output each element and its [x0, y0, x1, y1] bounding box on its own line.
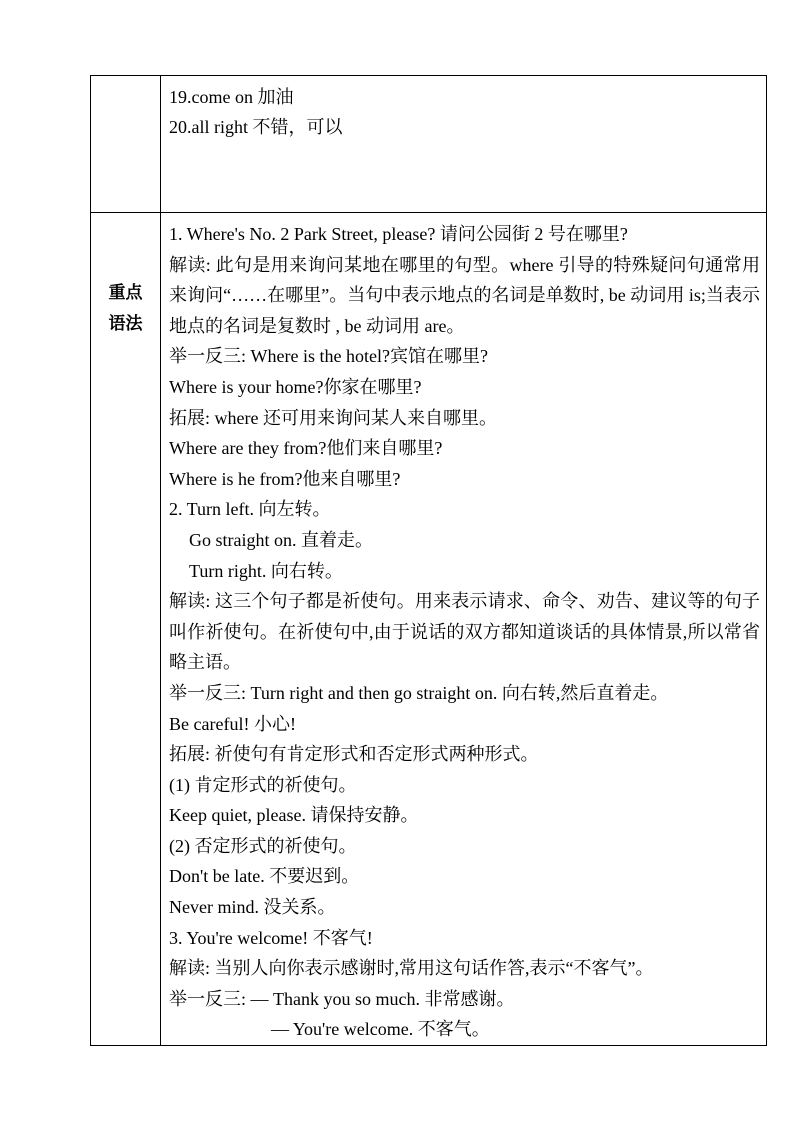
vocab-item: 19.come on 加油 [169, 87, 294, 107]
example-line: Where is your home?你家在哪里? [169, 376, 422, 397]
subpoint-line: (2) 否定形式的祈使句。 [169, 835, 357, 856]
example-line: — You're welcome. 不客气。 [271, 1019, 490, 1040]
subpoint-line: (1) 肯定形式的祈使句。 [169, 774, 357, 795]
point-title: 3. You're welcome! 不客气! [169, 927, 373, 948]
section-label-line: 重点 [108, 283, 143, 303]
vocab-row [91, 76, 767, 213]
explanation: 解读: 这三个句子都是祈使句。用来表示请求、命令、劝告、建议等的句子叫作祈使句。在祈使句中,由于说话的双方都知道谈话的具体情景,所以常省略主语。 [169, 591, 760, 673]
example-line: Where is he from?他来自哪里? [169, 468, 401, 489]
example-line: Keep quiet, please. 请保持安静。 [169, 805, 419, 826]
example-line: 举一反三: Where is the hotel?宾馆在哪里? [169, 346, 488, 367]
section-label [91, 278, 160, 340]
extension-line: 拓展: where 还可用来询问某人来自哪里。 [169, 407, 497, 428]
grammar-label-cell [91, 213, 161, 1046]
example-line: Never mind. 没关系。 [169, 897, 336, 918]
example-line: Be careful! 小心! [169, 713, 296, 734]
point-title: 2. Turn left. 向左转。 [169, 499, 331, 520]
lesson-table [90, 75, 767, 1046]
explanation: 解读: 当别人向你表示感谢时,常用这句话作答,表示“不客气”。 [169, 958, 654, 979]
vocab-item: 20.all right 不错，可以 [169, 117, 343, 137]
point-title: 1. Where's No. 2 Park Street, please? 请问公园街 2 号在哪里? [169, 224, 628, 244]
explanation: 解读: 此句是用来询问某地在哪里的句型。where 引导的特殊疑问句通常用来询问“……在哪里”。当句中表示地点的名词是单数时, be 动词用 is;当表示地点的名词是复数时 , be 动词用 are。 [169, 254, 760, 336]
grammar-content-cell [161, 213, 767, 1046]
example-line: Turn right. 向右转。 [189, 560, 343, 581]
example-line: Go straight on. 直着走。 [189, 529, 373, 550]
example-line: Don't be late. 不要迟到。 [169, 866, 360, 887]
example-line: 举一反三: Turn right and then go straight on. 向右转,然后直着走。 [169, 682, 669, 703]
example-line: Where are they from?他们来自哪里? [169, 438, 443, 459]
vocab-content-cell [161, 76, 767, 213]
grammar-row [91, 213, 767, 1046]
vocab-label-cell [91, 76, 161, 213]
example-line: 举一反三: — Thank you so much. 非常感谢。 [169, 988, 515, 1009]
extension-line: 拓展: 祈使句有肯定形式和否定形式两种形式。 [169, 744, 539, 765]
section-label-line: 语法 [108, 314, 143, 334]
